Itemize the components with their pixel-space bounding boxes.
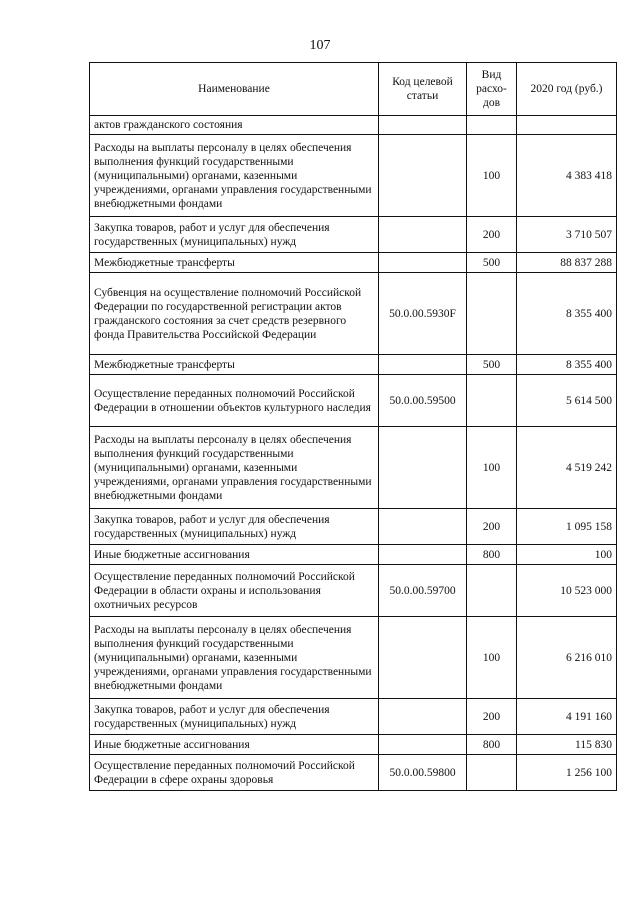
row-amount: 6 216 010	[517, 617, 617, 699]
table-row	[90, 355, 617, 375]
row-code	[379, 427, 467, 509]
row-code: 50.0.00.59500	[379, 375, 467, 427]
row-type: 800	[467, 735, 517, 755]
table-row	[90, 565, 617, 617]
row-name: актов гражданского состояния	[90, 116, 379, 135]
table-row	[90, 273, 617, 355]
row-code: 50.0.00.59800	[379, 755, 467, 791]
table-row	[90, 217, 617, 253]
row-type: 800	[467, 545, 517, 565]
row-amount	[517, 116, 617, 135]
table-row	[90, 375, 617, 427]
table-row	[90, 755, 617, 791]
header-type: Вид расхо-дов	[467, 63, 517, 116]
row-type	[467, 116, 517, 135]
row-code	[379, 355, 467, 375]
row-type: 500	[467, 253, 517, 273]
row-name: Расходы на выплаты персоналу в целях обеспечения выполнения функций государственными (муниципальными) органами, казенными учреждениями, органами управления государственными внебюджетными фондами	[90, 427, 379, 509]
row-name: Закупка товаров, работ и услуг для обеспечения государственных (муниципальных) нужд	[90, 217, 379, 253]
row-code: 50.0.00.59700	[379, 565, 467, 617]
row-name: Осуществление переданных полномочий Российской Федерации в сфере охраны здоровья	[90, 755, 379, 791]
row-name: Межбюджетные трансферты	[90, 355, 379, 375]
row-amount: 88 837 288	[517, 253, 617, 273]
row-name: Осуществление переданных полномочий Российской Федерации в отношении объектов культурного наследия	[90, 375, 379, 427]
row-amount: 115 830	[517, 735, 617, 755]
row-type: 100	[467, 135, 517, 217]
row-code	[379, 217, 467, 253]
row-amount: 8 355 400	[517, 273, 617, 355]
header-code: Код целевой статьи	[379, 63, 467, 116]
header-amount: 2020 год (руб.)	[517, 63, 617, 116]
row-type	[467, 273, 517, 355]
row-amount: 8 355 400	[517, 355, 617, 375]
row-type: 200	[467, 699, 517, 735]
row-amount: 1 256 100	[517, 755, 617, 791]
row-code	[379, 735, 467, 755]
row-type: 200	[467, 217, 517, 253]
row-code	[379, 253, 467, 273]
row-code	[379, 116, 467, 135]
row-amount: 3 710 507	[517, 217, 617, 253]
row-name: Межбюджетные трансферты	[90, 253, 379, 273]
row-code: 50.0.00.5930F	[379, 273, 467, 355]
table-row	[90, 253, 617, 273]
row-amount: 4 383 418	[517, 135, 617, 217]
table-row	[90, 545, 617, 565]
table-header-row	[90, 63, 617, 116]
row-name: Субвенция на осуществление полномочий Российской Федерации по государственной регистрации актов гражданского состояния за счет средств резервного фонда Правительства Российской Федерации	[90, 273, 379, 355]
row-type	[467, 375, 517, 427]
budget-table	[89, 62, 617, 791]
row-type	[467, 565, 517, 617]
row-amount: 100	[517, 545, 617, 565]
table-row	[90, 427, 617, 509]
table-row	[90, 116, 617, 135]
page-number: 107	[309, 38, 331, 53]
row-name: Иные бюджетные ассигнования	[90, 545, 379, 565]
table-row	[90, 509, 617, 545]
row-amount: 4 191 160	[517, 699, 617, 735]
row-type: 500	[467, 355, 517, 375]
row-amount: 10 523 000	[517, 565, 617, 617]
row-amount: 4 519 242	[517, 427, 617, 509]
row-amount: 5 614 500	[517, 375, 617, 427]
row-name: Расходы на выплаты персоналу в целях обеспечения выполнения функций государственными (муниципальными) органами, казенными учреждениями, органами управления государственными внебюджетными фондами	[90, 617, 379, 699]
row-code	[379, 545, 467, 565]
table-row	[90, 735, 617, 755]
row-type: 200	[467, 509, 517, 545]
row-name: Расходы на выплаты персоналу в целях обеспечения выполнения функций государственными (муниципальными) органами, казенными учреждениями, органами управления государственными внебюджетными фондами	[90, 135, 379, 217]
row-name: Закупка товаров, работ и услуг для обеспечения государственных (муниципальных) нужд	[90, 699, 379, 735]
header-name: Наименование	[90, 63, 379, 116]
row-name: Иные бюджетные ассигнования	[90, 735, 379, 755]
row-amount: 1 095 158	[517, 509, 617, 545]
row-type	[467, 755, 517, 791]
table-row	[90, 699, 617, 735]
row-code	[379, 699, 467, 735]
row-name: Осуществление переданных полномочий Российской Федерации в области охраны и использования охотничьих ресурсов	[90, 565, 379, 617]
table-row	[90, 617, 617, 699]
row-name: Закупка товаров, работ и услуг для обеспечения государственных (муниципальных) нужд	[90, 509, 379, 545]
table-row	[90, 135, 617, 217]
row-type: 100	[467, 617, 517, 699]
row-type: 100	[467, 427, 517, 509]
row-code	[379, 617, 467, 699]
row-code	[379, 509, 467, 545]
row-code	[379, 135, 467, 217]
